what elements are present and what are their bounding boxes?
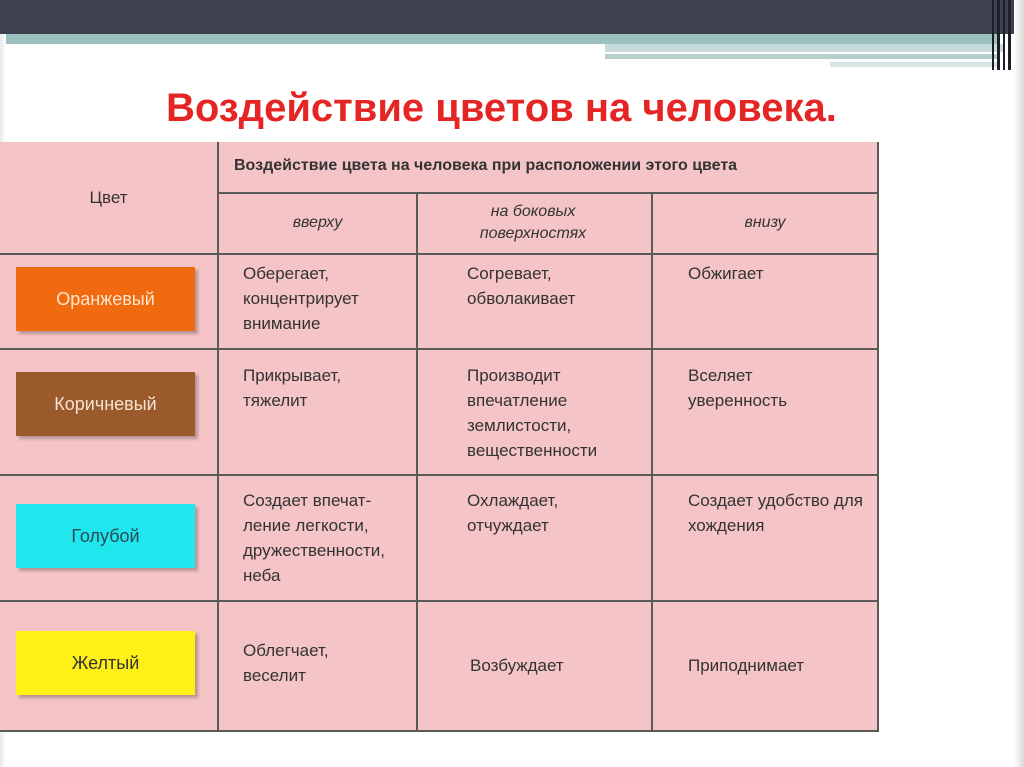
- slide-title: Воздействие цветов на человека.: [166, 86, 837, 130]
- color-name: Голубой: [71, 525, 140, 546]
- header-position-bottom: внизу: [744, 214, 786, 231]
- effect-bottom: Создает удобство для хождения: [688, 491, 863, 535]
- effect-sides: Возбуждает: [470, 656, 564, 675]
- slide-accent-band-3: [605, 54, 1000, 59]
- swatch-orange: [16, 267, 195, 331]
- table-line: [0, 474, 879, 476]
- header-main: Воздействие цвета на человека при расположении этого цвета: [234, 157, 738, 174]
- slide-corner-stripes: [992, 0, 1016, 70]
- slide-header-bar: [0, 0, 1024, 34]
- color-name: Желтый: [71, 652, 140, 673]
- slide-accent-band: [0, 34, 1000, 44]
- table-line: [0, 348, 879, 350]
- table-line: [877, 142, 879, 732]
- effect-sides: Производит впечатление землистости, вещественности: [467, 366, 598, 460]
- table-line: [416, 192, 418, 732]
- effect-bottom: Обжигает: [688, 264, 764, 283]
- swatch-yellow: [16, 631, 195, 695]
- color-effect-table: [0, 142, 879, 732]
- slide-accent-band-4: [830, 62, 1000, 67]
- swatch-brown: [16, 372, 195, 436]
- table-line: [219, 192, 879, 194]
- table-line: [0, 600, 879, 602]
- effect-top: Прикрывает, тяжелит: [243, 366, 342, 410]
- table-line: [651, 192, 653, 732]
- table-line: [0, 730, 879, 732]
- header-position-top: вверху: [292, 214, 343, 231]
- header-position-sides: на боковых поверхностях: [479, 203, 587, 242]
- color-name: Коричневый: [54, 393, 157, 414]
- color-name: Оранжевый: [56, 288, 155, 309]
- effect-sides: Согревает, обволакивает: [467, 264, 576, 308]
- effect-top: Оберегает, концентрирует внимание: [243, 264, 359, 333]
- effect-bottom: Приподнимает: [688, 656, 805, 675]
- effect-bottom: Вселяет уверенность: [688, 366, 788, 410]
- table-line: [0, 253, 879, 255]
- swatch-light-blue: [16, 504, 195, 568]
- slide-accent-band-2: [605, 44, 1005, 52]
- effect-top: Создает впечат- ление легкости, дружественности, неба: [243, 491, 386, 585]
- effect-top: Облегчает, веселит: [243, 641, 329, 685]
- effect-sides: Охлаждает, отчуждает: [467, 491, 559, 535]
- slide-right-shadow: [1014, 0, 1024, 767]
- header-color-column: Цвет: [89, 188, 128, 207]
